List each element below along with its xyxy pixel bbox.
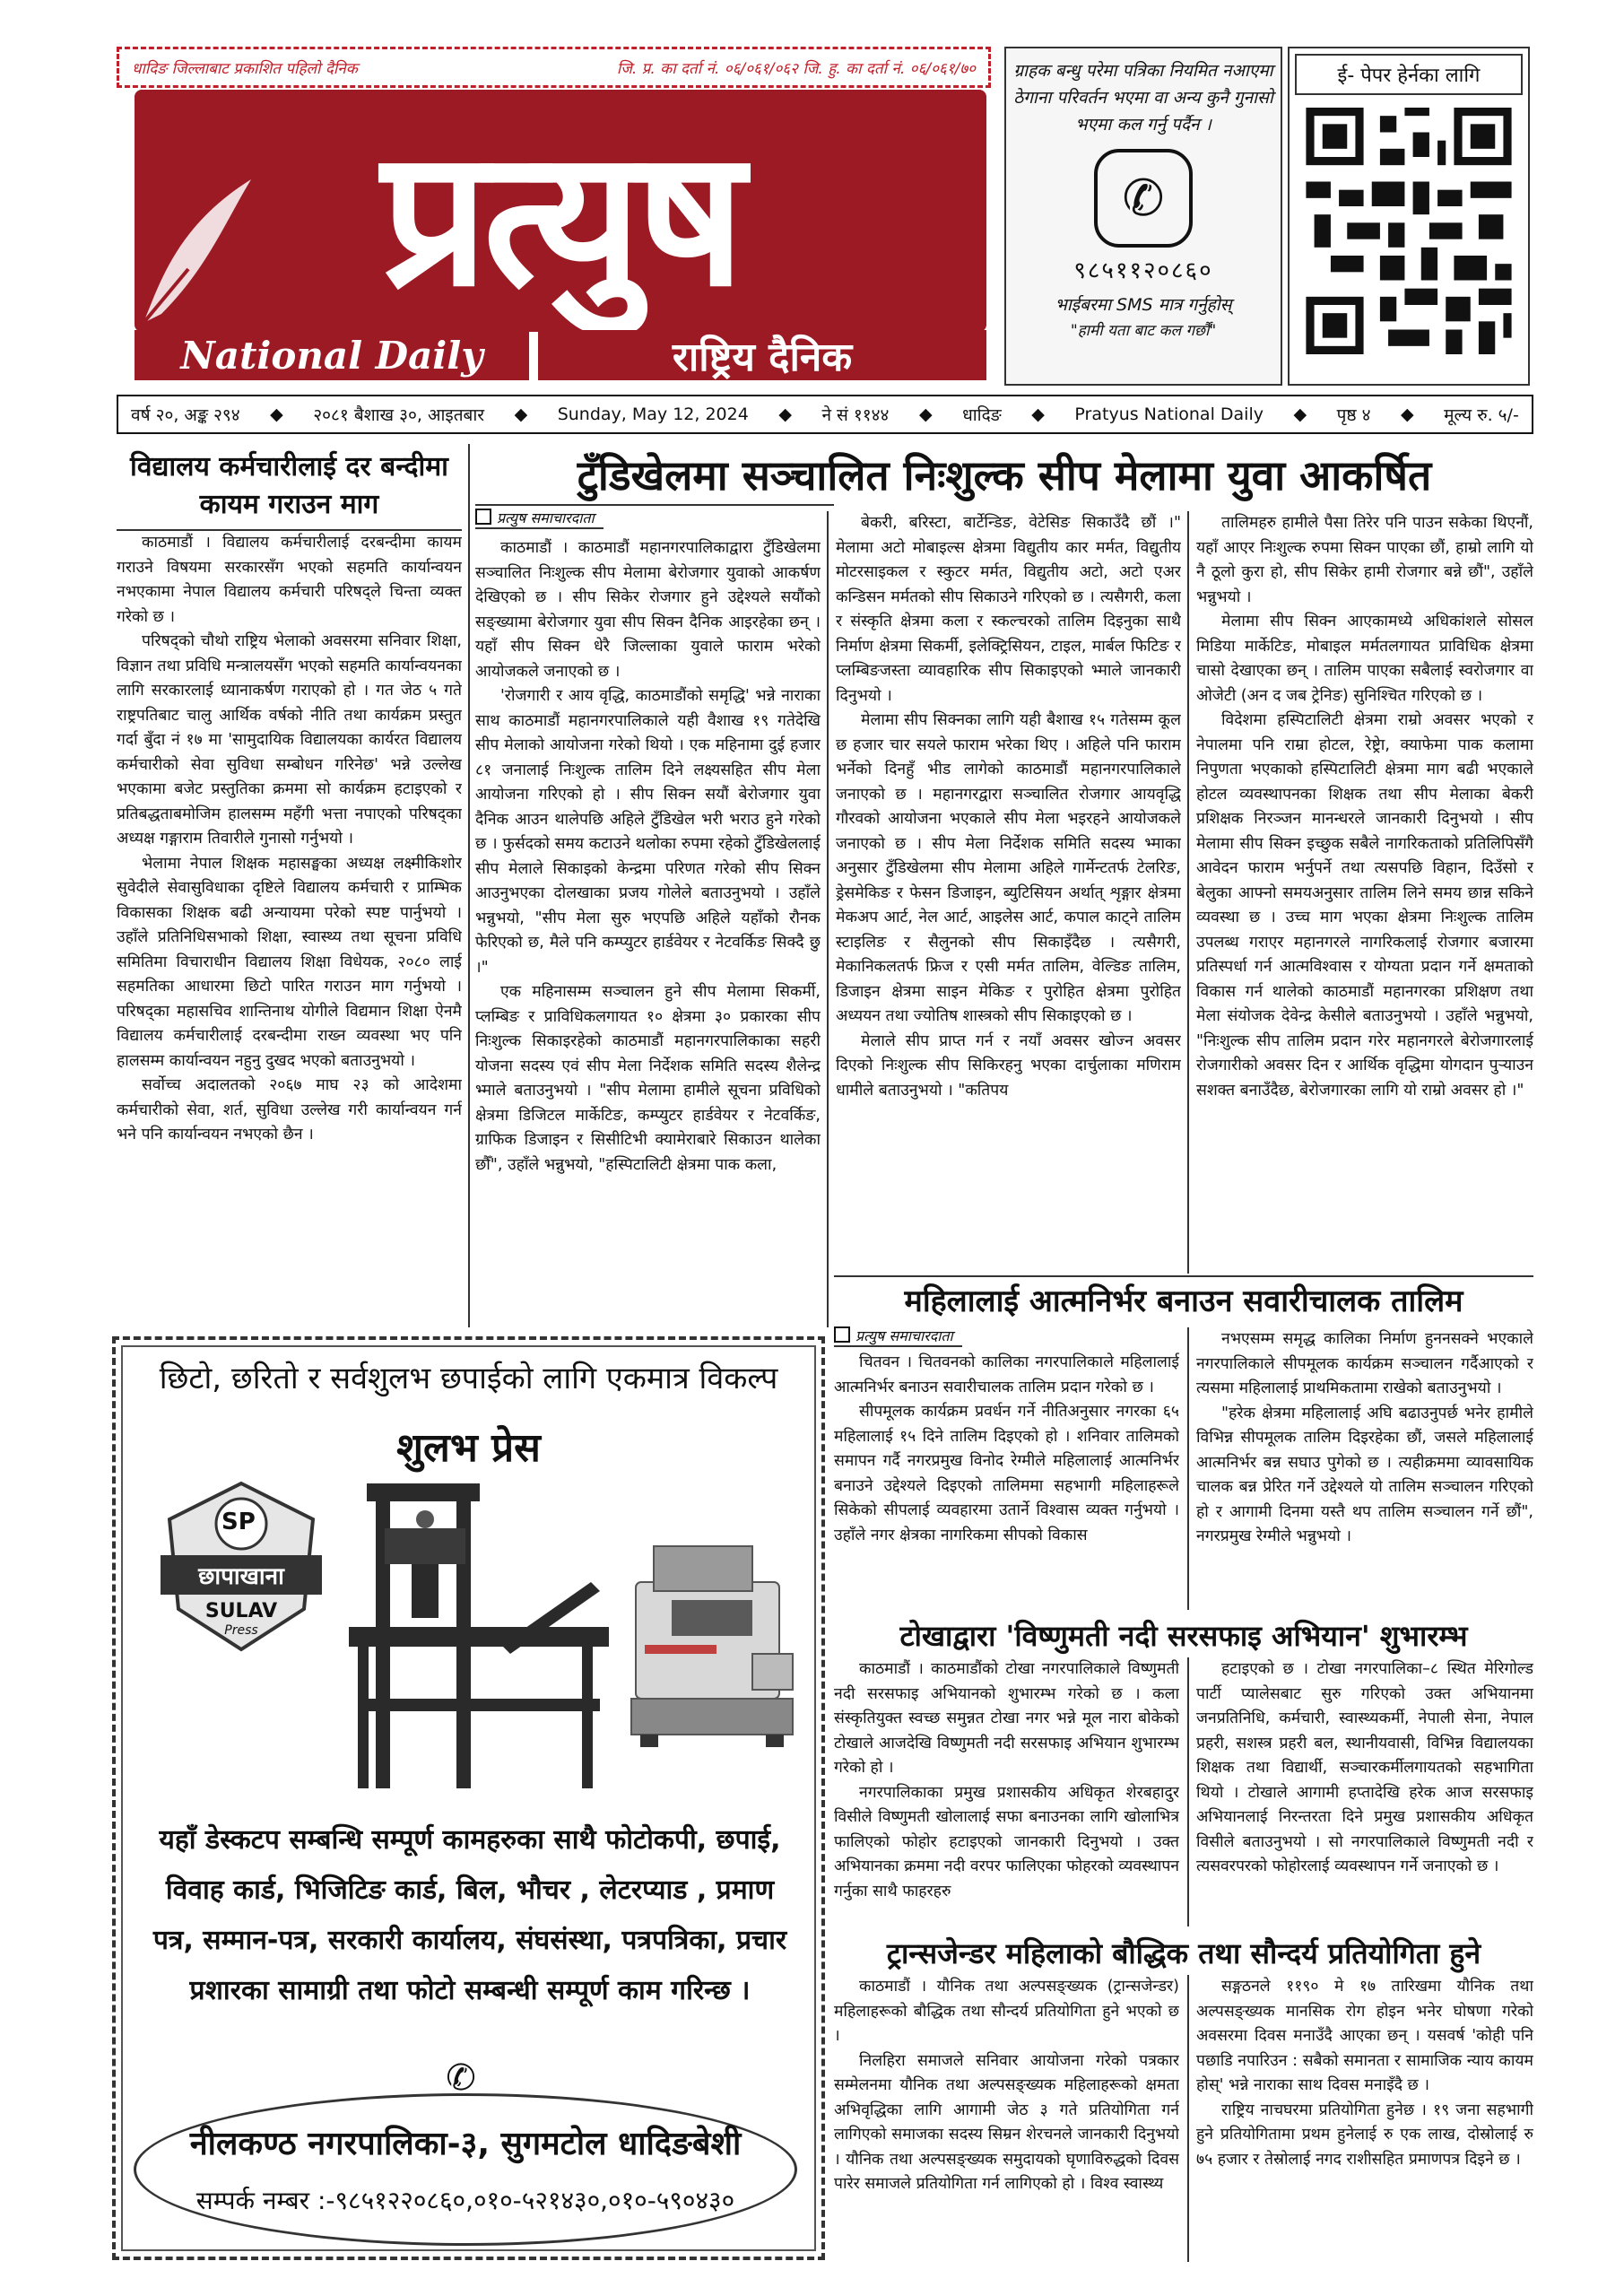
- qr-code-icon[interactable]: [1306, 108, 1512, 354]
- paragraph: एक महिनासम्म सञ्चालन हुने सीप मेलामा सिकर्मी, प्लम्बिङ र प्राविधिकलगायत १० क्षेत्रमा ३० प्रकारका सीप निःशुल्क सिकाइरहेको काठमाडौं महानगरपालिकाका सहरी योजना सदस्य एवं सीप मेला निर्देशक समिति सदस्य शैलेन्द्र भ्माले बताउनुभयो । "सीप मेलामा हामीले सूचना प्रविधिको क्षेत्रमा डिजिटल मार्केटिङ, कम्प्युटर हार्डवेयर र नेटवर्किङ, ग्राफिक डिजाइन र सिसीटिभी क्यामेराबारे सिकाउन थालेका छौँ", उहाँले भन्नुभयो, "हस्पिटालिटी क्षेत्रमा पाक कला,: [475, 983, 821, 1174]
- paragraph: राष्ट्रिय नाचघरमा प्रतियोगिता हुनेछ । १९ जना सहभागी हुने प्रतियोगितामा प्रथम हुनेलाई रु एक लाख, दोस्रोलाई रु ७५ हजार र तेस्रोलाई नगद राशीसहित प्रमाणपत्र दिइने छ ।: [1196, 2100, 1533, 2169]
- paragraph: काठमाडौं । काठमाडौं महानगरपालिकाद्वारा टुँडिखेलमा सञ्चालित निःशुल्क सीप मेलामा बेरोजगार युवाको आकर्षण देखिएको छ । सीप सिकेर रोजगार हुने उद्देश्यले सयौंको सङ्ख्यामा बेरोजगार युवा सीप सिक्न दैनिक आइरहेका छन् । यहाँ सीप सिक्न धेरै जिल्लाका युवाले फाराम भरेको आयोजकले जनाएको छ ।: [475, 539, 821, 681]
- paragraph: भेलामा नेपाल शिक्षक महासङ्घका अध्यक्ष लक्ष्मीकिशोर सुवेदीले सेवासुविधाका दृष्टिले विद्यालय कर्मचारी र प्राम्भिक विकासका शिक्षक बढी अन्यायमा परेको स्पष्ट पार्नुभयो । उहाँले प्रतिनिधिसभाको शिक्षा, स्वास्थ्य तथा सूचना प्रविधि समितिमा विचाराधीन विद्यालय शिक्षा विधेयक, २०८० लाई सहमतिका आधारमा छिटो पारित गराउन माग गर्नुभयो । परिषद्का महासचिव शान्तिनाथ योगीले विद्यमान शिक्षा ऐनमै विद्यालय कर्मचारीलाई दरबन्दीमा राख्न व्यवस्था भए पनि हालसम्म कार्यान्वयन नहुनु दुखद भएको बताउनुभयो ।: [117, 854, 462, 1070]
- callback-tagline: "हामी यता बाट कल गर्छौं": [1070, 322, 1217, 340]
- column-divider: [1187, 1975, 1189, 2262]
- paragraph: हटाइएको छ । टोखा नगरपालिका–८ स्थित मेरिगोल्ड पार्टी प्यालेसबाट सुरु गरिएको उक्त अभियानमा जनप्रतिनिधि, कर्मचारी, स्वास्थ्यकर्मी, नेपाली सेना, नेपाल प्रहरी, सशस्त्र प्रहरी बल, स्थानीयवासी, विभिन्न विद्यालयका शिक्षक तथा विद्यार्थी, सञ्चारकर्मीलगायतको सहभागिता थियो । टोखाले आगामी हप्तादेखि हरेक आज सरसफाइ अभियानलाई निरन्तरता दिने प्रमुख प्रशासकीय अधिकृत विसीले बताउनुभयो । सो नगरपालिकाले विष्णुमती नदी र त्यसवरपरको फोहोरलाई व्यवस्थापन गर्ने जनाएको छ ।: [1196, 1660, 1533, 1875]
- tokha-article-headline: टोखाद्वारा 'विष्णुमती नदी सरसफाइ अभियान' शुभारम्भ: [899, 1619, 1468, 1653]
- masthead-logo: [135, 90, 986, 332]
- nepali-date: २०८१ बैशाख ३०, आइतबार: [313, 405, 485, 425]
- masthead-nepali-name: [538, 330, 986, 380]
- subscriber-notice-box: [1004, 47, 1282, 386]
- press-logo: [152, 1474, 331, 1654]
- offset-printer-illustration: [618, 1519, 806, 1752]
- diamond-icon: ◆: [514, 404, 528, 424]
- hand-press-machine-illustration: [322, 1474, 618, 1806]
- left-article-body: [117, 531, 462, 1320]
- diamond-icon: ◆: [918, 404, 933, 424]
- paragraph: मेलामा सीप सिक्नका लागि यही बैशाख १५ गतेसम्म कूल छ हजार चार सयले फाराम भरेका थिए । अहिले पनि फाराम भर्नेको दिनहुँ भीड लागेको काठमाडौं महानगरपालिकाले जनाएको छ । महानगरद्वारा सञ्चालित रोजगार आयवृद्धि गौरवको आयोजना भएकाले सीप मेला भइरहने आयोजकले जनाएको छ । सीप मेला निर्देशक समिति सदस्य भ्माका अनुसार टुँडिखेलमा सीप मेलामा अहिले गार्मेन्टतर्फ टेलरिङ, ड्रेसमेकिङ र फेसन डिजाइन, ब्युटिसियन अर्थात् शृङ्गार क्षेत्रमा मेकअप आर्ट, नेल आर्ट, आइलेस आर्ट, कपाल काट्ने तालिम स्टाइलिङ र सैलुनको सीप सिकाइँदैछ । त्यसैगरी, मेकानिकलतर्फ फ्रिज र एसी मर्मत तालिम, वेल्डिङ तालिम, डिजाइन क्षेत्रमा साइन मेकिङ र पुरोहित क्षेत्रमा पुरोहित अध्ययन तथा ज्योतिष शास्त्रको सीप सिकाइएको छ ।: [836, 711, 1181, 1025]
- paragraph: विदेशमा हस्पिटालिटी क्षेत्रमा राम्रो अवसर भएको र नेपालमा पनि राम्रा होटल, रेष्ट्रेा, क्याफेमा पाक कलामा निपुणता भएकाको हस्पिटालिटी क्षेत्रमा माग बढी भएकाले होटल व्यवस्थापनका शिक्षक तथा सीप मेलाका बेकरी प्रशिक्षक निरञ्जन मानन्धरले जानकारी दिनुभयो । सीप मेलामा सीप सिक्न इच्छुक सबैले नागरिकताको प्रतिलिपिसँगै आवेदन फाराम भर्नुपर्ने तथा त्यसपछि विहान, दिउँसो र बेलुका आफ्नो समयअनुसार तालिम लिने समय छान्न सकिने व्यवस्था छ । उच्च माग भएका क्षेत्रमा निःशुल्क तालिम उपलब्ध गराएर महानगरले नागरिकलाई रोजगार बजारमा प्रतिस्पर्धा गर्न आत्मविश्वास र योग्यता प्रदान गर्ने क्षमताको विकास गर्न थालेको काठमाडौं महानगरका प्रशिक्षण तथा मेला संयोजक देवेन्द्र केसीले बताउनुभयो । उहाँले भन्नुभयो, "निःशुल्क सीप तालिम प्रदान गरेर महानगरले बेरोजगारलाई रोजगारीको अवसर दिन र आर्थिक वृद्धिमा योगदान पुऱ्याउन सशक्त बनाउँदैछ, बेरोजगारका लागि यो राम्रो अवसर हो ।": [1196, 711, 1533, 1100]
- nepal-samvat: ने सं ११४४: [821, 405, 890, 425]
- women-article-byline: प्रत्युष समाचारदाता: [834, 1326, 962, 1347]
- paragraph: सर्वोच्च अदालतको २०६७ माघ २३ को आदेशमा कर्मचारीको सेवा, शर्त, सुविधा उल्लेख गरी कार्यान्वयन गर्न भने पनि कार्यान्वयन नभएको छैन ।: [117, 1076, 462, 1144]
- masthead-nepali-text: राष्ट्रिय दैनिक: [672, 335, 853, 380]
- paragraph: तालिमहरु हामीले पैसा तिरेर पनि पाउन सकेका थिएनौं, यहाँ आएर निःशुल्क रुपमा सिक्न पाएका छौं, हाम्रो लागि यो नै ठूलो कुरा हो, सीप सिकेर हामी रोजगार बन्ने छौं", उहाँले भन्नुभयो ।: [1196, 514, 1533, 606]
- paragraph: मेलाले सीप प्राप्त गर्न र नयाँ अवसर खोज्न अवसर दिएको निःशुल्क सीप सिकिरहनु भएका दार्चुलाका मणिराम धामीले बताउनुभयो । "कतिपय: [836, 1031, 1181, 1100]
- masthead-english-text: National Daily: [180, 333, 483, 378]
- main-article-col-2: [836, 511, 1181, 1274]
- paragraph: बेकरी, बरिस्टा, बार्टेन्डिङ, वेटेसिङ सिकाउँदै छौं ।" मेलामा अटो मोबाइल्स क्षेत्रमा विद्युतीय कार मर्मत, विद्युतीय मोटरसाइकल र स्कुटर मर्मत, विद्युतीय अटो, अटो एअर कन्डिसन मर्मतको सीप सिकाउने गरिएको छ । त्यसैगरी, कला र संस्कृति क्षेत्रमा कला र स्कल्चरको तालिम दिइनुका साथै निर्माण क्षेत्रमा सिकर्मी, इलेक्ट्रिसियन, टाइल, मार्बल फिटिङ र प्लम्बिङजस्ता व्यावहारिक सीप सिकाइएको भ्माले जानकारी दिनुभयो ।: [836, 514, 1181, 705]
- paragraph: काठमाडौं । काठमाडौंको टोखा नगरपालिकाले विष्णुमती नदी सरसफाइ अभियानको शुभारम्भ गरेको छ । कला संस्कृतियुक्त स्वच्छ समुन्नत टोखा नगर भन्ने मूल नारा बोकेको टोखाले आजदेखि विष्णुमती नदी सरसफाइ अभियान शुभारम्भ गरेको हो ।: [834, 1660, 1179, 1777]
- press-logo-initials: SP: [221, 1509, 256, 1535]
- paragraph: "हरेक क्षेत्रमा महिलालाई अघि बढाउनुपर्छ भनेर हामीले विभिन्न सीपमूलक तालिम दिइरहेका छौं, जसले महिलालाई आत्मनिर्भर बन्न सघाउ पुगेको छ । त्यहीक्रममा व्यावसायिक चालक बन्न प्रेरित गर्ने उद्देश्यले यो तालिम सञ्चालन गरिएको हो र आगामी दिनमा यस्तै थप तालिम सञ्चालन गर्ने छौं", नगरप्रमुख रेग्मीले भन्नुभयो ।: [1196, 1404, 1533, 1545]
- paragraph: निलहिरा समाजले सनिवार आयोजना गरेको पत्रकार सम्मेलनमा यौनिक तथा अल्पसङ्ख्यक महिलाहरूको क्षमता अभिवृद्धिका लागि आगामी जेठ ३ गते प्रतियोगिता गर्न लागिएको समाजका सदस्य सिम्रन शेरचनले जानकारी दिनुभयो । यौनिक तथा अल्पसङ्ख्यक समुदायको घृणाविरुद्धको दिवस पारेर समाजले प्रतियोगिता गर्न लागिएको हो । विश्व स्वास्थ्य: [834, 2051, 1179, 2193]
- price: मूल्य रु. ५/-: [1444, 405, 1519, 425]
- left-article-headline: विद्यालय कर्मचारीलाई दर बन्दीमा कायम गराउन माग: [130, 451, 448, 520]
- paragraph: सीपमूलक कार्यक्रम प्रवर्धन गर्ने नीतिअनुसार नगरका ६५ महिलालाई १५ दिने तालिम दिइएको हो । शनिवार तालिमको समापन गर्दै नगरप्रमुख विनोद रेग्मीले महिलालाई आत्मनिर्भर बनाउने उद्देश्यले दिइएको तालिममा सहभागी महिलाहरूले सिकेको सीपलाई व्यवहारमा उतार्ने विश्वास व्यक्त गर्नुभयो । उहाँले नगर क्षेत्रका नागरिकमा सीपको विकास: [834, 1403, 1179, 1544]
- place-name: धादिङ: [962, 405, 1002, 425]
- epaper-label: ई- पेपर हेर्नका लागि: [1295, 54, 1523, 95]
- tokha-article-col-1: [834, 1657, 1179, 1926]
- paragraph: सङ्गठनले ११९० मे १७ तारिखमा यौनिक तथा अल्पसङ्ख्यक मानसिक रोग होइन भनेर घोषणा गरेको अवसरमा दिवस मनाउँदै आएका छन् । यसवर्ष 'कोही पनि पछाडि नपारिउन : सबैको समानता र सामाजिक न्याय कायम होस्' भन्ने नाराका साथ दिवस मनाइँदै छ ।: [1196, 1978, 1533, 2094]
- main-article-headline: टुँडिखेलमा सञ्चालित निःशुल्क सीप मेलामा युवा आकर्षित: [577, 451, 1432, 500]
- ad-contact-numbers: सम्पर्क नम्बर :-९८५१२२०८६०,०१०-५२१४३०,०१०-५९०४३०: [195, 2186, 735, 2215]
- masthead-english-name: [135, 330, 529, 380]
- english-date: Sunday, May 12, 2024: [557, 404, 749, 424]
- column-divider: [827, 511, 829, 1327]
- paragraph: परिषद्को चौथो राष्ट्रिय भेलाको अवसरमा सनिवार शिक्षा, विज्ञान तथा प्रविधि मन्त्रालयसँग भएको सहमति कार्यान्वयनका लागि सरकारलाई ध्यानाकर्षण गराएको हो । गत जेठ ५ गते राष्ट्रपतिबाट चालु आर्थिक वर्षको नीति तथा कार्यक्रम प्रस्तुत गर्दा बुँदा नं १७ मा 'सामुदायिक विद्यालयका कार्यरत विद्यालय कर्मचारीको सेवा सुविधा सम्बोधन गरिनेछ' भन्ने उल्लेख भएकामा बजेट प्रस्तुतिका क्रममा सो कार्यक्रम हटाइएको र प्रतिबद्धताबमोजिम हालसम्म महँगी भत्ता नपाएको परिषद्का अध्यक्ष गङ्गाराम तिवारीले गुनासो गर्नुभयो ।: [117, 632, 462, 848]
- masthead-logo-text: प्रत्युष: [381, 107, 740, 328]
- main-headline-rule: [475, 504, 834, 506]
- ad-tagline: छिटो, छरितो र सर्वशुलभ छपाईको लागि एकमात्र विकल्प: [159, 1361, 778, 1396]
- ad-services-list: यहाँ डेस्कटप सम्बन्धि सम्पूर्ण कामहरुका साथै फोटोकपी, छपाई, विवाह कार्ड, भिजिटिङ कार्ड, बिल, भौचर , लेटरप्याड , प्रमाण पत्र, सम्मान-पत्र, सरकारी कार्यालय, संघसंस्था, पत्रपत्रिका, प्रचार प्रशारका सामाग्री तथा फोटो सम्बन्धी सम्पूर्ण काम गरिन्छ ।: [152, 1824, 787, 2006]
- paragraph: चितवन । चितवनको कालिका नगरपालिकाले महिलालाई आत्मनिर्भर बनाउन सवारीचालक तालिम प्रदान गरेको छ ।: [834, 1353, 1179, 1396]
- diamond-icon: ◆: [1401, 404, 1414, 424]
- diamond-icon: ◆: [778, 404, 792, 424]
- paragraph: नगरपालिकाका प्रमुख प्रशासकीय अधिकृत शेरबहादुर विसीले विष्णुमती खोलालाई सफा बनाउनका लागि खोलाभित्र फालिएको फोहोर हटाइएको जानकारी दिनुभयो । उक्त अभियानका क्रममा नदी वरपर फालिएका फोहरको व्यवस्थापन गर्नुका साथै फाहरहरु: [834, 1783, 1179, 1900]
- subscriber-notice-text: ग्राहक बन्धु परेमा पत्रिका नियमित नआएमा ठेगाना परिवर्तन भएमा वा अन्य कुनै गुनासो भएमा कल गर्नु पर्दैन ।: [1013, 61, 1273, 135]
- press-logo-sub: Press: [224, 1623, 258, 1638]
- women-article-col-1: [834, 1351, 1179, 1611]
- ad-address-oval: [134, 2093, 797, 2246]
- main-article-col-1: [475, 536, 821, 1321]
- print-press-advertisement: [112, 1336, 825, 2260]
- ad-business-name: शुलभ प्रेस: [396, 1425, 541, 1471]
- paragraph: काठमाडौं । विद्यालय कर्मचारीलाई दरबन्दीमा कायम गराउने विषयमा सरकारसँग भएको सहमति कार्यान्वयन नभएकामा नेपाल विद्यालय कर्मचारी परिषद्ले चिन्ता व्यक्त गरेको छ ।: [117, 534, 462, 626]
- press-logo-band-text: छापाखाना: [198, 1563, 284, 1590]
- sms-instruction: भाईबरमा SMS मात्र गर्नुहोस्: [1055, 295, 1232, 315]
- epaper-box: [1288, 47, 1530, 386]
- column-divider: [468, 444, 470, 1327]
- volume-issue: वर्ष २०, अङ्क २९४: [131, 405, 240, 425]
- section-rule: [834, 1275, 1533, 1277]
- transgender-article-col-1: [834, 1975, 1179, 2262]
- diamond-icon: ◆: [1031, 404, 1045, 424]
- main-article-byline: प्रत्युष समाचारदाता: [475, 508, 604, 529]
- diamond-icon: ◆: [1293, 404, 1307, 424]
- column-divider: [1187, 1327, 1189, 1610]
- viber-icon: ✆: [1094, 149, 1193, 248]
- paragraph: नभएसम्म समृद्ध कालिका निर्माण हुननसक्ने भएकाले नगरपालिकाले सीपमूलक कार्यक्रम सञ्चालन गर्दैआएको र त्यसमा महिलालाई प्राथमिकतामा राखेको बताउनुभयो ।: [1196, 1330, 1533, 1397]
- main-article-col-3: [1196, 511, 1533, 1274]
- transgender-article-col-2: [1196, 1975, 1533, 2262]
- ad-address: नीलकण्ठ नगरपालिका-३, सुगमटोल धादिङबेशी: [189, 2126, 742, 2162]
- quill-pen-icon: [126, 170, 260, 332]
- paragraph: मेलामा सीप सिक्न आएकामध्ये अधिकांशले सोसल मिडिया मार्केटिङ, मोबाइल मर्मतलगायत प्राविधिक क्षेत्रमा चासो देखाएका छन् । तालिम पाएका सबैलाई स्वरोजगार वा ओजेटी (अन द जब ट्रेनिङ) सुनिश्चित गरिएको छ ।: [1196, 613, 1533, 705]
- registration-numbers: जि. प्र. का दर्ता नं. ०६/०६१/०६२ जि. हु. का दर्ता नं. ०६/०६१/७०: [616, 59, 976, 78]
- tokha-article-col-2: [1196, 1657, 1533, 1926]
- phone-icon: ✆: [446, 2057, 476, 2099]
- page-number: पृष्ठ ४: [1336, 405, 1371, 425]
- column-divider: [1187, 511, 1189, 1274]
- press-logo-english: SULAV: [204, 1600, 278, 1622]
- issue-info-bar: [117, 395, 1533, 434]
- diamond-icon: ◆: [270, 404, 283, 424]
- viber-phone-number: ९८५११२०८६०: [1073, 257, 1213, 284]
- women-article-headline: महिलालाई आत्मनिर्भर बनाउन सवारीचालक तालिम: [904, 1283, 1463, 1319]
- paper-name: Pratyus National Daily: [1074, 404, 1264, 424]
- transgender-article-headline: ट्रान्सजेन्डर महिलाको बौद्धिक तथा सौन्दर्य प्रतियोगिता हुने: [886, 1936, 1481, 1970]
- paragraph: काठमाडौं । यौनिक तथा अल्पसङ्ख्यक (ट्रान्सजेन्डर) महिलाहरूको बौद्धिक तथा सौन्दर्य प्रतियोगिता हुने भएको छ ।: [834, 1978, 1179, 2045]
- tagline-first-daily: धादिङ जिल्लाबाट प्रकाशित पहिलो दैनिक: [132, 59, 358, 78]
- women-article-col-2: [1196, 1327, 1533, 1610]
- column-divider: [1187, 1657, 1189, 1926]
- paragraph: 'रोजगारी र आय वृद्धि, काठमाडौंको समृद्धि' भन्ने नाराका साथ काठमाडौं महानगरपालिकाले यही वैशाख १९ गतेदेखि सीप मेलाको आयोजना गरेको थियो । एक महिनामा दुई हजार ८१ जनालाई निःशुल्क तालिम दिने लक्ष्यसहित सीप मेला आयोजना गरिएको हो । सीप सिक्न सयौं बेरोजगार युवा दैनिक आउन थालेपछि अहिले टुँडिखेल भरी भराउ हुने गरेको छ । फुर्सदको समय कटाउने थलोका रुपमा रहेको टुँडिखेललाई सीप मेलाले सिकाइको केन्द्रमा परिणत गरेको सीप सिक्न आउनुभएका दोलखाका प्रजय गोलेले बताउनुभयो । उहाँले भन्नुभयो, "सीप मेला सुरु भएपछि अहिले यहाँको रौनक फेरिएको छ, मैले पनि कम्प्युटर हार्डवेयर र नेटवर्किङ सिक्दै छु ।": [475, 687, 821, 977]
